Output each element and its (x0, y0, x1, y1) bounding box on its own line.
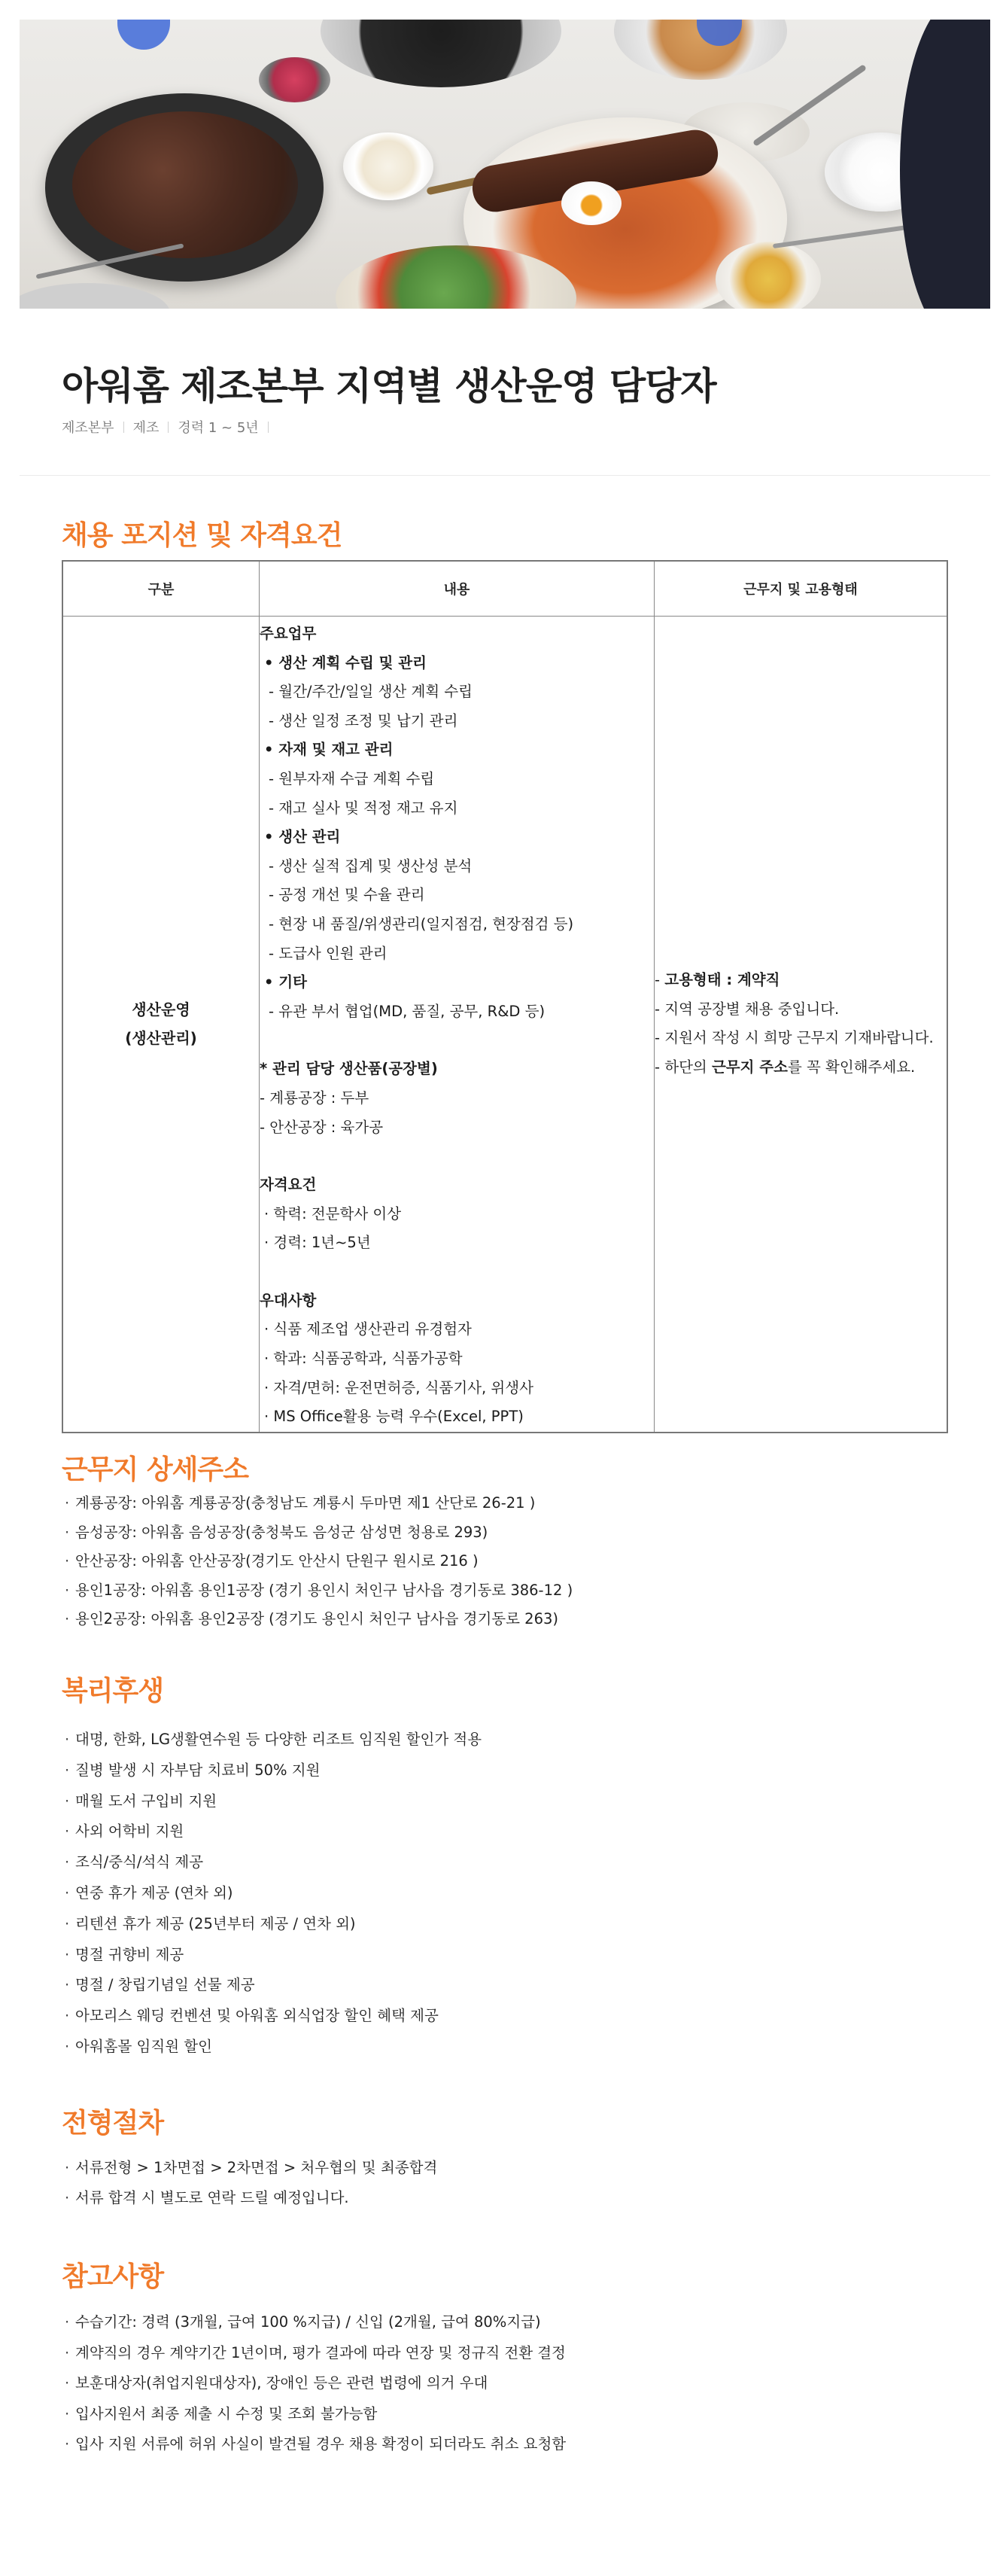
hero-image (20, 20, 990, 309)
list-item: - 공정 개선 및 수율 관리 (269, 886, 425, 904)
process-list (65, 2153, 437, 2213)
list-item: - 생산 일정 조정 및 납기 관리 (269, 711, 458, 729)
page-title: 아워홈 제조본부 지역별 생산운영 담당자 (62, 364, 716, 408)
position-name: 생산운영 (132, 1000, 190, 1019)
employment-type: - 고용형태 : 계약직 (655, 971, 780, 989)
blue-glass-icon (117, 20, 170, 50)
list-item: · 명절 귀향비 제공 (65, 1940, 482, 1971)
list-item: · 대명, 한화, LG생활연수원 등 다양한 리조트 임직원 할인가 적용 (65, 1725, 482, 1755)
list-item: - 월간/주간/일일 생산 계획 수립 (269, 683, 473, 701)
list-item: - 원부자재 수급 계획 수립 (269, 769, 435, 787)
noodles (72, 111, 298, 258)
spacer (260, 1026, 654, 1055)
list-item: · 아모리스 웨딩 컨벤션 및 아워홈 외식업장 할인 혜택 제공 (65, 2001, 482, 2032)
spacer (260, 1142, 654, 1171)
list-item: · 명절 / 창립기념일 선물 제공 (65, 1970, 482, 2001)
list-item: · 연중 휴가 제공 (연차 외) (65, 1878, 482, 1909)
list-item: - 안산공장 : 육가공 (260, 1118, 384, 1136)
soup-bowl (716, 242, 821, 309)
section-title-position: 채용 포지션 및 자격요건 (62, 520, 342, 551)
list-item: · 리텐션 휴가 제공 (25년부터 제공 / 연차 외) (65, 1909, 482, 1940)
list-item: · 계룡공장: 아워홈 계룡공장(충청남도 계룡시 두마면 제1 산단로 26-21 ) (65, 1489, 573, 1518)
meta-department: 제조본부 (62, 417, 133, 437)
notes-list (65, 2307, 566, 2460)
list-item: · 아워홈몰 임직원 할인 (65, 2032, 482, 2063)
list-item: - 재고 실사 및 적정 재고 유지 (269, 799, 458, 817)
address-list (65, 1489, 573, 1634)
list-item: · 용인2공장: 아워홈 용인2공장 (경기도 용인시 처인구 남사읍 경기동로 263) (65, 1605, 573, 1634)
side-bowl (343, 132, 433, 200)
dark-chair (900, 20, 990, 309)
section-title-address: 근무지 상세주소 (62, 1454, 248, 1485)
table-row (62, 617, 947, 1433)
qualifications-title: 자격요건 (260, 1176, 317, 1194)
list-item: · 매월 도서 구입비 지원 (65, 1786, 482, 1817)
list-item: - 현장 내 품질/위생관리(일지점검, 현장점검 등) (269, 915, 574, 933)
preferred-title: 우대사항 (260, 1291, 317, 1309)
list-item: · 보훈대상자(취업지원대상자), 장애인 등은 관련 법령에 의거 우대 (65, 2368, 566, 2399)
list-item: · MS Office활용 능력 우수(Excel, PPT) (264, 1408, 524, 1426)
list-item: · 학력: 전문학사 이상 (264, 1204, 402, 1223)
duty-group-title: • 생산 계획 수립 및 관리 (264, 653, 427, 671)
table-header-category: 구분 (62, 561, 260, 617)
table-header-content: 내용 (260, 561, 655, 617)
list-item: - 지원서 작성 시 희망 근무지 기재바랍니다. (655, 1029, 934, 1047)
duty-group-title: • 생산 관리 (264, 828, 341, 846)
list-item: · 서류 합격 시 별도로 연락 드릴 예정입니다. (65, 2183, 437, 2213)
list-item: · 용인1공장: 아워홈 용인1공장 (경기 용인시 처인구 남사읍 경기동로 386-12 ) (65, 1576, 573, 1606)
list-item: - 유관 부서 협업(MD, 품질, 공무, R&D 등) (269, 1002, 546, 1020)
list-item: · 식품 제조업 생산관리 유경험자 (264, 1320, 472, 1338)
section-title-process: 전형절차 (62, 2108, 164, 2139)
list-item: · 조식/중식/석식 제공 (65, 1847, 482, 1878)
job-meta (62, 417, 278, 437)
list-item: · 자격/면허: 운전면허증, 식품기사, 위생사 (264, 1378, 533, 1396)
list-item: · 계약직의 경우 계약기간 1년이며, 평가 결과에 따라 연장 및 정규직 전환 결정 (65, 2338, 566, 2369)
list-item: - 계룡공장 : 두부 (260, 1089, 369, 1107)
list-item: - 생산 실적 집계 및 생산성 분석 (269, 857, 473, 875)
list-item: · 안산공장: 아워홈 안산공장(경기도 안산시 단원구 원시로 216 ) (65, 1547, 573, 1576)
meta-category: 제조 (133, 417, 178, 437)
meta-experience: 경력 1 ~ 5년 (178, 417, 277, 437)
content-cell (260, 617, 655, 1433)
divider (20, 475, 990, 476)
duty-group-title: • 자재 및 재고 관리 (264, 741, 394, 759)
black-rice-bowl (321, 20, 561, 87)
list-item: · 학과: 식품공학과, 식품가공학 (264, 1350, 463, 1368)
bread-plate (20, 283, 170, 309)
list-item: · 서류전형 > 1차면접 > 2차면접 > 처우협의 및 최종합격 (65, 2153, 437, 2183)
spacer (260, 1258, 654, 1286)
list-item: · 질병 발생 시 자부담 치료비 50% 지원 (65, 1755, 482, 1786)
welfare-list (65, 1725, 482, 2063)
fried-egg (561, 181, 622, 225)
list-item: - 도급사 인원 관리 (269, 944, 388, 962)
list-item: · 사외 어학비 지원 (65, 1816, 482, 1847)
list-item: - 지역 공장별 채용 중입니다. (655, 1000, 840, 1018)
position-detail: (생산관리) (125, 1029, 197, 1048)
list-item: - 하단의 근무지 주소를 꼭 확인해주세요. (655, 1058, 916, 1076)
position-cell (62, 617, 260, 1433)
table-header-location: 근무지 및 고용형태 (655, 561, 948, 617)
list-item: · 경력: 1년~5년 (264, 1234, 371, 1252)
section-title-notes: 참고사항 (62, 2261, 164, 2292)
pickle-cup (259, 57, 330, 102)
location-cell (655, 617, 948, 1433)
duty-group-title: • 기타 (264, 973, 307, 991)
products-title: * 관리 담당 생산품(공장별) (260, 1060, 438, 1078)
list-item: · 입사 지원 서류에 허위 사실이 발견될 경우 채용 확정이 되더라도 취소 요청함 (65, 2429, 566, 2460)
main-duties-title: 주요업무 (260, 625, 317, 642)
list-item: · 입사지원서 최종 제출 시 수정 및 조회 불가능함 (65, 2399, 566, 2430)
position-table (62, 560, 948, 1433)
section-title-welfare: 복리후생 (62, 1676, 164, 1707)
list-item: · 수습기간: 경력 (3개월, 급여 100 %지급) / 신입 (2개월, 급여 80%지급) (65, 2307, 566, 2338)
list-item: · 음성공장: 아워홈 음성공장(충청북도 음성군 삼성면 청용로 293) (65, 1518, 573, 1548)
